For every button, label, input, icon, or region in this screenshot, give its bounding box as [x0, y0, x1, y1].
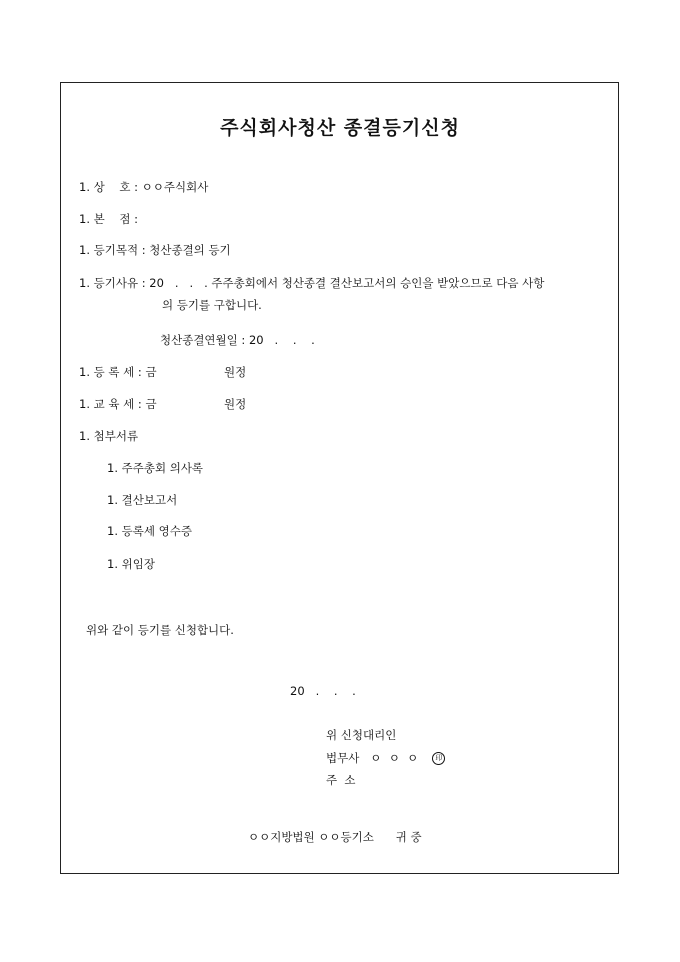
signing-date: 20 . . .: [290, 684, 356, 698]
attachment-item: 1. 주주총회 의사록: [107, 461, 204, 475]
head-office-line: 1. 본 점 :: [79, 212, 138, 226]
lawyer-line: [326, 751, 445, 765]
seal-icon: 印: [432, 752, 445, 765]
registration-tax-line: 1. 등 록 세 : 금: [79, 365, 157, 379]
purpose-line: 1. 등기목적 : 청산종결의 등기: [79, 243, 231, 257]
request-statement: 위와 같이 등기를 신청합니다.: [86, 623, 234, 637]
attachments-heading: 1. 첨부서류: [79, 429, 139, 443]
cause-line-2: 의 등기를 구합니다.: [162, 298, 262, 312]
attachment-item: 1. 결산보고서: [107, 493, 178, 507]
completion-date-line: 청산종결연월일 : 20 . . .: [160, 333, 315, 347]
attachment-item: 1. 위임장: [107, 557, 155, 571]
registration-tax-won: 원정: [224, 365, 247, 379]
agent-label: 위 신청대리인: [326, 728, 397, 742]
address-label: 주 소: [326, 773, 356, 787]
recipient-line: ㅇㅇ지방법원 ㅇㅇ등기소 귀 중: [248, 830, 422, 844]
cause-line-1: 1. 등기사유 : 20 . . . 주주총회에서 청산종결 결산보고서의 승인을 받았으므로 다음 사항: [79, 276, 545, 290]
attachment-item: 1. 등록세 영수증: [107, 524, 192, 538]
education-tax-won: 원정: [224, 397, 247, 411]
education-tax-line: 1. 교 육 세 : 금: [79, 397, 157, 411]
document-title: 주식회사청산 종결등기신청: [220, 117, 460, 139]
trade-name-line: 1. 상 호 : ㅇㅇ주식회사: [79, 180, 209, 194]
lawyer-label: 법무사 ㅇ ㅇ ㅇ: [326, 751, 419, 765]
